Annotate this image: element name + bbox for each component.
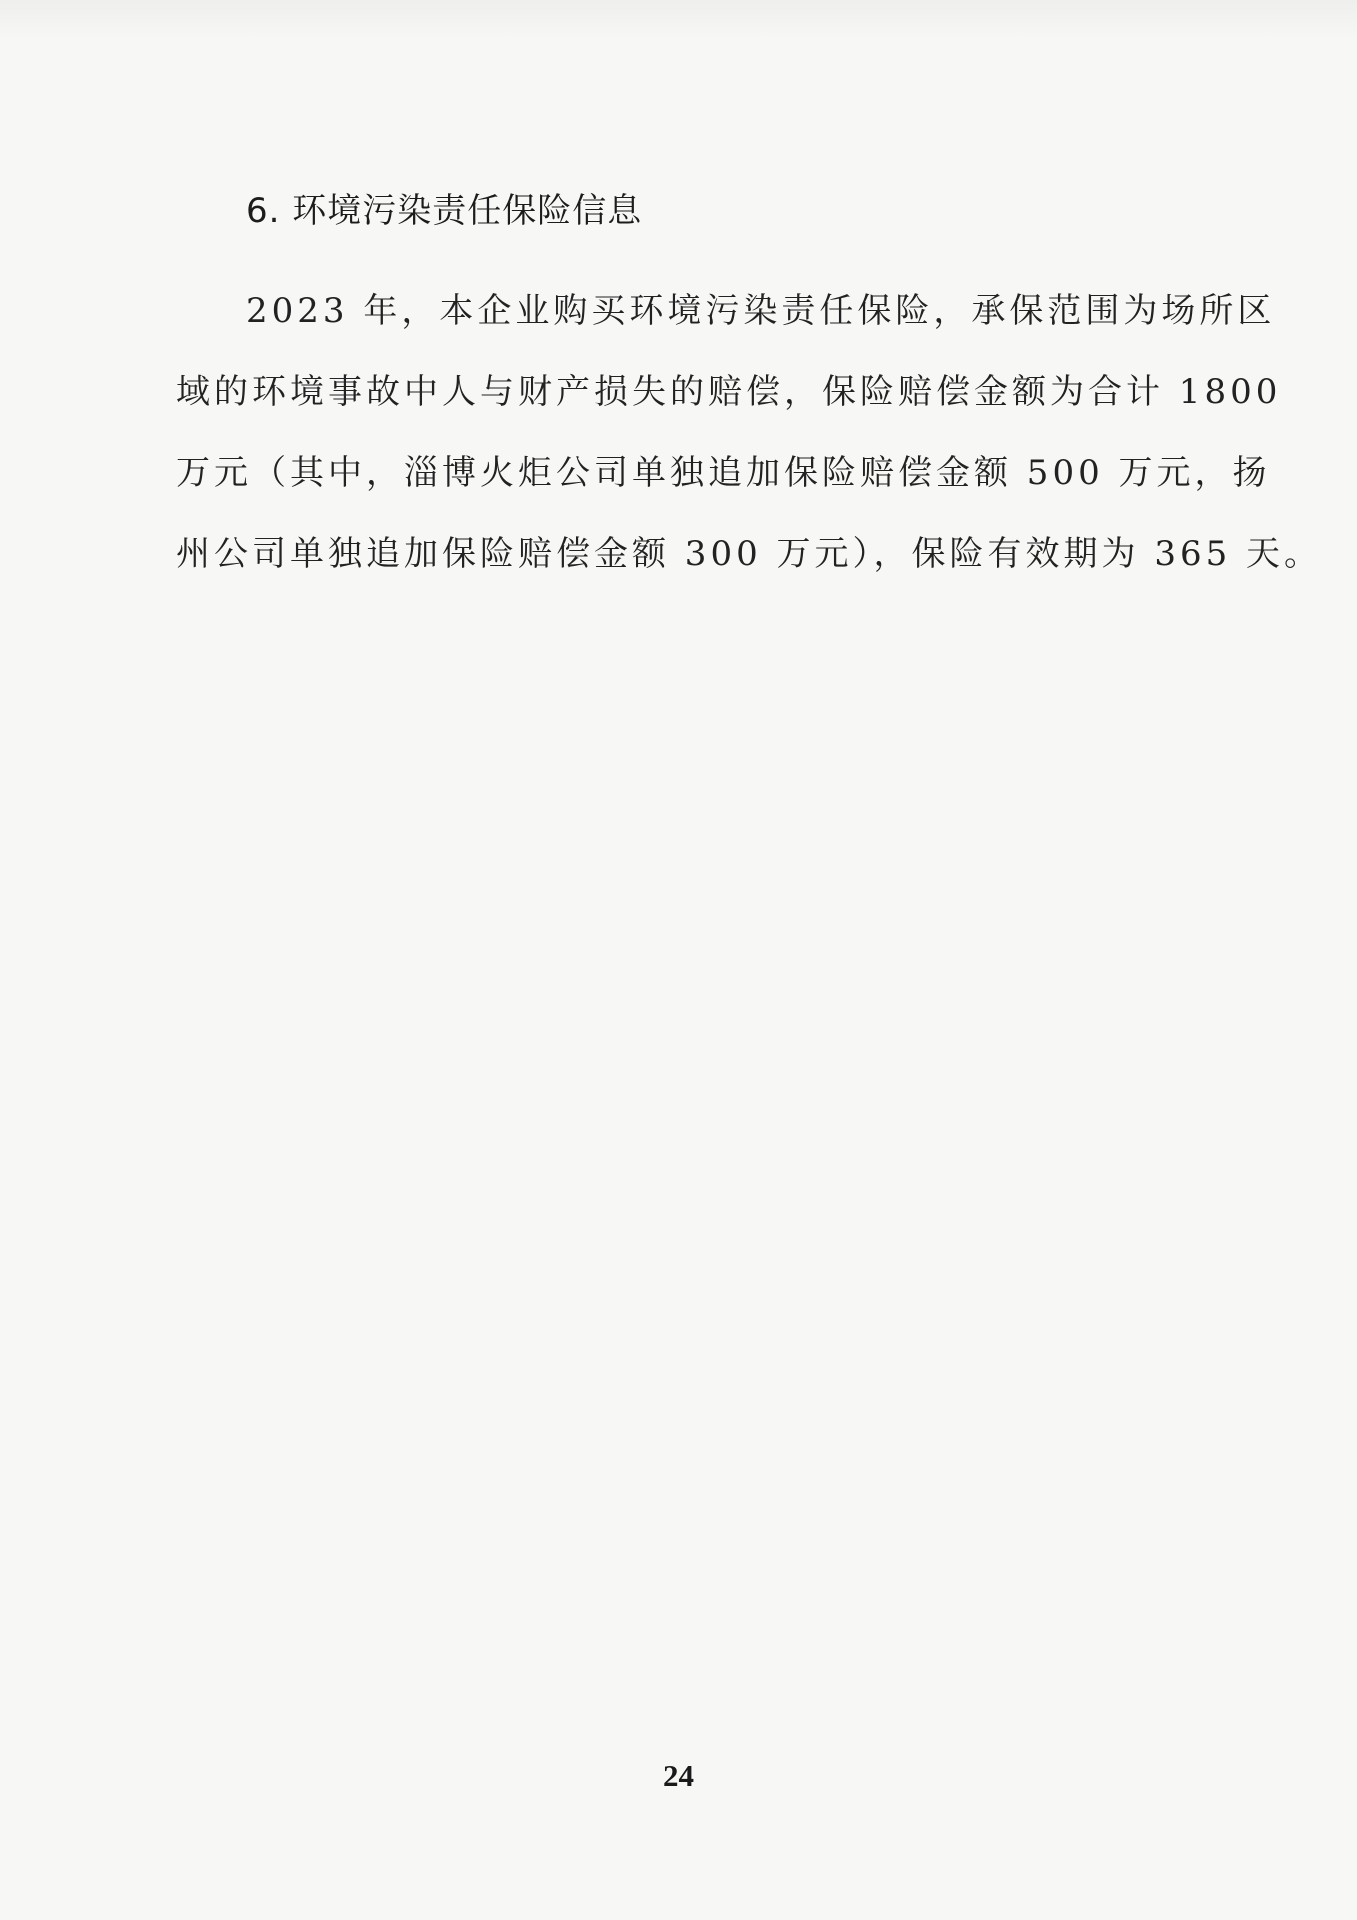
paragraph-line: 万元（其中，淄博火炬公司单独追加保险赔偿金额 500 万元，扬 xyxy=(176,453,1271,493)
section-heading: 6. 环境污染责任保险信息 xyxy=(246,191,643,231)
body-paragraph xyxy=(176,271,1323,595)
paragraph-line: 2023 年，本企业购买环境污染责任保险，承保范围为场所区 xyxy=(246,291,1276,331)
page-number: 24 xyxy=(663,1758,694,1793)
paragraph-line: 域的环境事故中人与财产损失的赔偿，保险赔偿金额为合计 1800 xyxy=(176,372,1282,412)
paragraph-line: 州公司单独追加保险赔偿金额 300 万元），保险有效期为 365 天。 xyxy=(176,534,1323,574)
